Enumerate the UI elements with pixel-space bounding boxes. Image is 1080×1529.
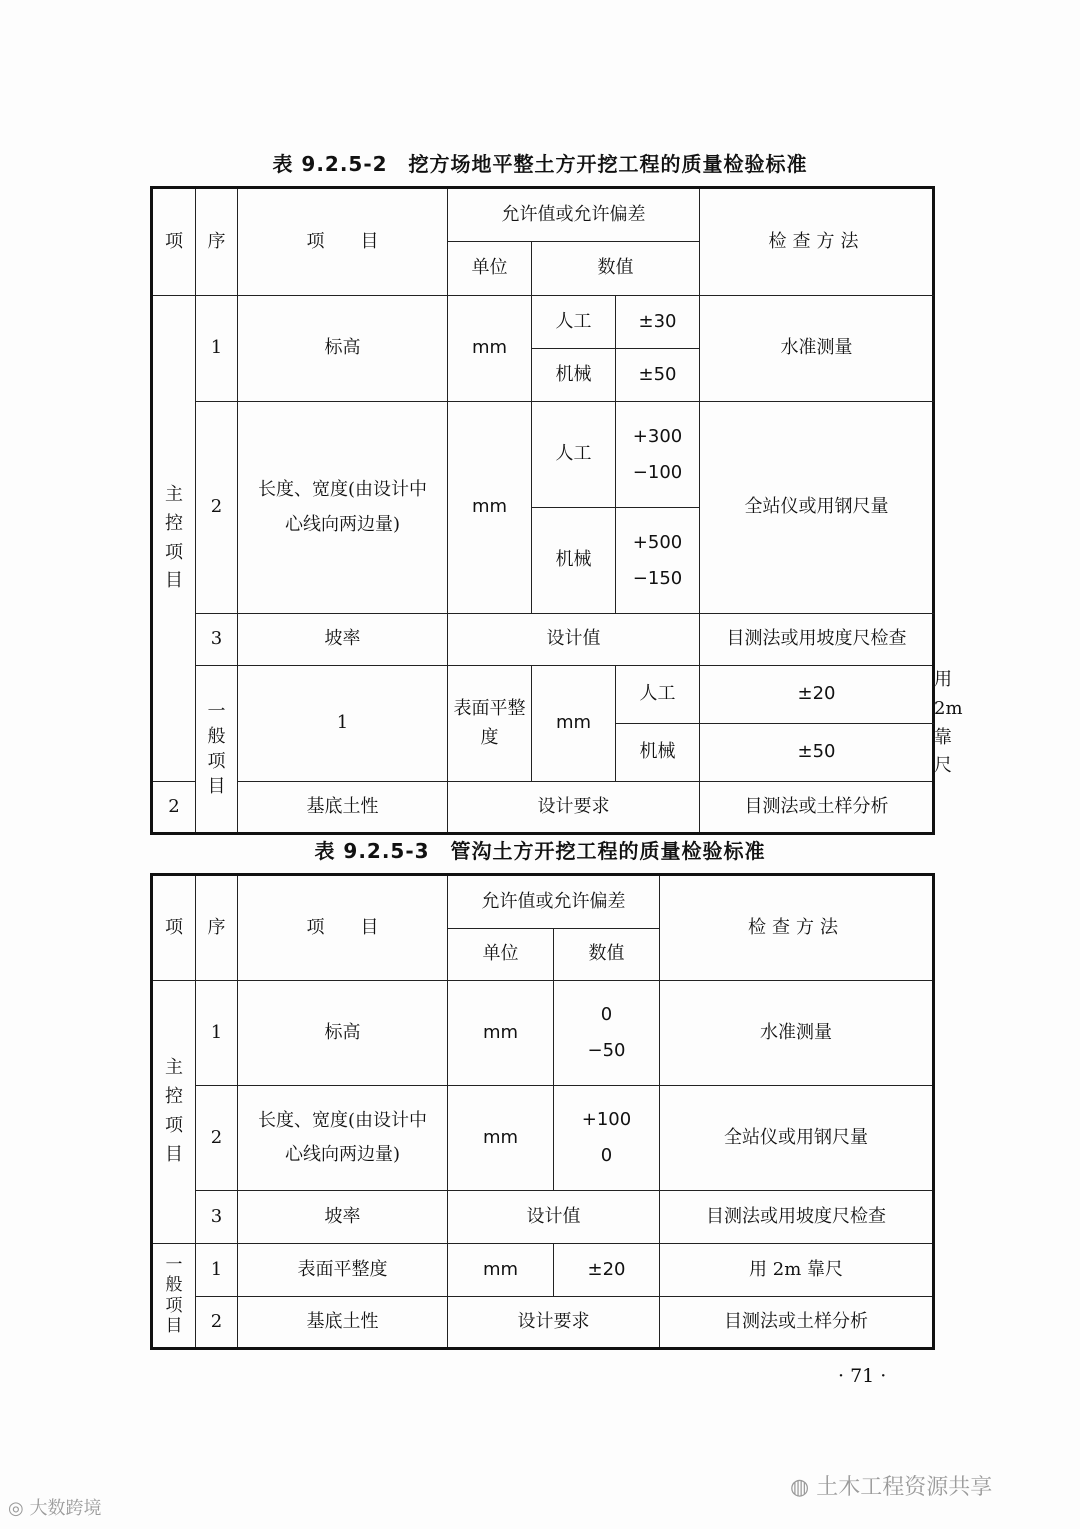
main-control-label: 主 控 项 目 xyxy=(152,981,196,1244)
row-value: +500 −150 xyxy=(616,508,700,614)
row-value: 设计要求 xyxy=(448,782,700,834)
row-method: 水准测量 xyxy=(700,296,934,402)
wechat-icon: ◍ xyxy=(790,1475,810,1500)
row-method: 目测法或用坡度尺检查 xyxy=(660,1191,934,1244)
row-value: +100 0 xyxy=(554,1086,660,1191)
row-value: ±20 xyxy=(554,1244,660,1297)
page-number: · 71 · xyxy=(838,1365,887,1387)
row-seq: 1 xyxy=(196,296,238,402)
row-method: 全站仪或用钢尺量 xyxy=(700,402,934,614)
row-seq: 3 xyxy=(196,614,238,666)
row-method: 目测法或土样分析 xyxy=(700,782,934,834)
row-item: 基底土性 xyxy=(238,1297,448,1349)
header-allow: 允许值或允许偏差 xyxy=(448,188,700,242)
watermark-right: ◍ 土木工程资源共享 xyxy=(790,1475,993,1500)
row-unit: mm xyxy=(448,402,532,614)
header-value: 数值 xyxy=(554,929,660,981)
row-value: +300 −100 xyxy=(616,402,700,508)
general-label: 一 般 项 目 xyxy=(196,666,238,834)
row-sub-manual: 人工 xyxy=(532,296,616,349)
header-seq: 序 xyxy=(196,875,238,981)
table1-caption: 表 9.2.5-2 挖方场地平整土方开挖工程的质量检验标准 xyxy=(272,152,808,176)
header-item: 项 目 xyxy=(238,875,448,981)
header-unit: 单位 xyxy=(448,242,532,296)
row-value: ±50 xyxy=(616,349,700,402)
row-seq: 2 xyxy=(196,402,238,614)
row-sub-machine: 机械 xyxy=(616,724,700,782)
row-item: 坡率 xyxy=(238,1191,448,1244)
row-item: 长度、宽度(由设计中心线向两边量) xyxy=(238,1086,448,1191)
header-method: 检查方法 xyxy=(700,188,934,296)
row-seq: 3 xyxy=(196,1191,238,1244)
row-seq: 2 xyxy=(152,782,196,834)
header-item: 项 目 xyxy=(238,188,448,296)
table2 xyxy=(150,873,935,1350)
row-item: 标高 xyxy=(238,296,448,402)
row-value: ±20 xyxy=(700,666,934,724)
row-value: 设计值 xyxy=(448,614,700,666)
row-sub-machine: 机械 xyxy=(532,349,616,402)
row-sub-machine: 机械 xyxy=(532,508,616,614)
row-unit: mm xyxy=(448,296,532,402)
header-category: 项 xyxy=(152,875,196,981)
row-item: 表面平整度 xyxy=(238,1244,448,1297)
header-allow: 允许值或允许偏差 xyxy=(448,875,660,929)
header-unit: 单位 xyxy=(448,929,554,981)
row-item: 标高 xyxy=(238,981,448,1086)
general-label: 一 般 项 目 xyxy=(152,1244,196,1349)
logo-icon: ◎ xyxy=(8,1498,24,1519)
row-seq: 2 xyxy=(196,1297,238,1349)
row-value: ±50 xyxy=(700,724,934,782)
row-unit: mm xyxy=(448,1086,554,1191)
row-unit: mm xyxy=(448,1244,554,1297)
row-seq: 2 xyxy=(196,1086,238,1191)
row-seq: 1 xyxy=(196,1244,238,1297)
header-value: 数值 xyxy=(532,242,700,296)
table2-caption: 表 9.2.5-3 管沟土方开挖工程的质量检验标准 xyxy=(314,839,766,863)
row-sub-manual: 人工 xyxy=(616,666,700,724)
row-value: 设计值 xyxy=(448,1191,660,1244)
row-seq: 1 xyxy=(196,981,238,1086)
row-item: 长度、宽度(由设计中心线向两边量) xyxy=(238,402,448,614)
main-control-label: 主 控 项 目 xyxy=(152,296,196,782)
row-value: 设计要求 xyxy=(448,1297,660,1349)
header-category: 项 xyxy=(152,188,196,296)
row-method: 目测法或用坡度尺检查 xyxy=(700,614,934,666)
header-seq: 序 xyxy=(196,188,238,296)
row-unit: mm xyxy=(448,981,554,1086)
row-method: 水准测量 xyxy=(660,981,934,1086)
row-method: 目测法或土样分析 xyxy=(660,1297,934,1349)
table1: 项 序 项 目 允许值或允许偏差 检查方法 单位 数值 主 控 项 目 1 标高 mm 人工 ±30 水准测量 机械 ±50 2 长度、宽度(由设计中心线向两边量) mm 人工 +300 −100 全站仪或用钢尺量 机械 +500 −150 3 坡率 设计值 目测法或用坡度尺检查 一 般 项 目 1 表面平整度 mm 人工 ±20 用 2m 靠尺 机械 ±50 2 基底土性 设计要求 目测法或土样分析 xyxy=(150,186,935,835)
row-item: 基底土性 xyxy=(238,782,448,834)
row-value: 0 −50 xyxy=(554,981,660,1086)
row-method: 全站仪或用钢尺量 xyxy=(660,1086,934,1191)
row-value: ±30 xyxy=(616,296,700,349)
row-method: 用 2m 靠尺 xyxy=(660,1244,934,1297)
row-item: 坡率 xyxy=(238,614,448,666)
watermark-left: ◎ 大数跨境 xyxy=(8,1498,102,1519)
row-unit: mm xyxy=(532,666,616,782)
row-sub-manual: 人工 xyxy=(532,402,616,508)
row-item: 表面平整度 xyxy=(448,666,532,782)
header-method: 检查方法 xyxy=(660,875,934,981)
row-seq: 1 xyxy=(238,666,448,782)
